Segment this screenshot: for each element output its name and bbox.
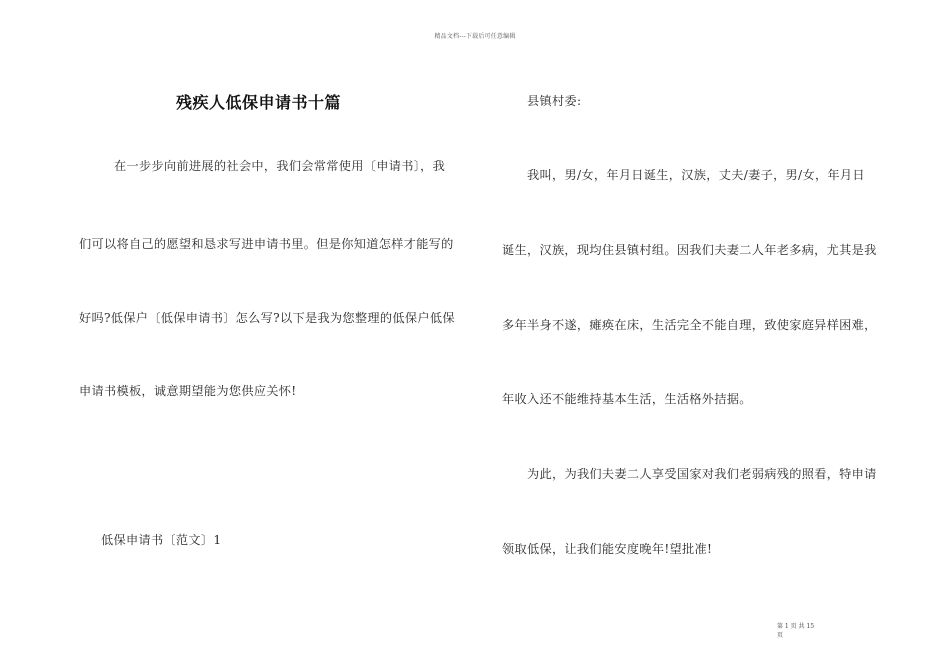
intro-line-4: 申请书模板，诚意期望能为您供应关怀! — [79, 384, 297, 398]
intro-line-2: 们可以将自己的愿望和恳求写进申请书里。但是你知道怎样才能写的 — [79, 237, 454, 251]
section-heading: 低保申请书〔范文〕1 — [101, 533, 222, 547]
intro-line-3: 好吗?低保户〔低保申请书〕怎么写?以下是我为您整理的低保户低保 — [79, 311, 455, 325]
page-number-line-2: 页 — [777, 632, 784, 639]
body-line-3: 多年半身不遂，瘫痪在床，生活完全不能自理，致使家庭异样困难， — [502, 318, 877, 332]
body-line-2: 诞生，汉族，现均住县镇村组。因我们夫妻二人年老多病，尤其是我 — [502, 243, 877, 257]
page-number-line-1: 第 1 页 共 15 — [777, 623, 815, 630]
salutation: 县镇村委: — [527, 94, 582, 108]
body-line-5: 为此，为我们夫妻二人享受国家对我们老弱病残的照看，特申请 — [527, 467, 877, 481]
body-line-4: 年收入还不能维持基本生活，生活格外拮据。 — [502, 392, 752, 406]
header-note: 精品文档---下载后可任意编辑 — [434, 33, 516, 40]
body-line-1: 我叫，男/女，年月日诞生，汉族，丈夫/妻子，男/女，年月日 — [527, 168, 865, 182]
body-line-6: 领取低保，让我们能安度晚年!望批准! — [502, 542, 713, 556]
intro-line-1: 在一步步向前进展的社会中，我们会常常使用〔申请书〕，我 — [114, 159, 446, 173]
document-title: 残疾人低保申请书十篇 — [176, 93, 342, 112]
